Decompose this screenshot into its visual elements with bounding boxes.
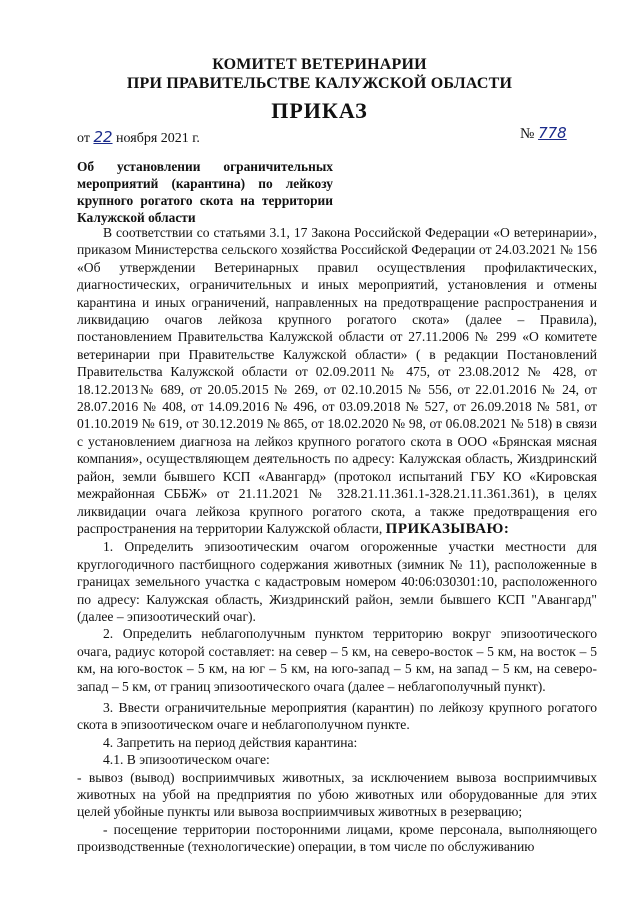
item-1: 1. Определить эпизоотическим очагом огороженные участки местности для круглогодичного пастбищного содержания животных (зимник № 11), расположенные в границах земельного участка с кадастровым номером 40:06:030301:10, расположенного по адресу: Калужская область, Жиздринский район, земли бывшего КСП "Авангард" (далее – эпизоотический очаг). bbox=[77, 539, 597, 624]
subject-line-3: крупного рогатого скота на территории bbox=[77, 193, 333, 208]
preamble-paragraph bbox=[77, 224, 597, 538]
order-number bbox=[520, 124, 567, 143]
subject-line-4: Калужской области bbox=[77, 210, 196, 225]
preamble-text: В соответствии со статьями 3.1, 17 Закона Российской Федерации «О ветеринарии», приказом Министерства сельского хозяйства Российской Федерации от 24.03.2021 № 156 «Об утверждении Ветеринарных правил осуществления профилактических, диагностических, ограничительных и иных мероприятий, установления и отмены карантина и иных ограничений, направленных на предотвращение распространения и ликвидацию очагов лейкоза крупного рогатого скота» (далее – Правила), постановлением Правительства Калужской области от 27.11.2006 № 299 «О комитете ветеринарии при Правительстве Калужской области» ( в редакции Постановлений Правительства Калужской области от 02.09.2011№ 475, от 23.08.2012 № 428, от 18.12.2013№ 689, от 20.05.2015 № 269, от 02.10.2015 № 556, от 22.01.2016 № 24, от 28.07.2016 № 408, от 14.09.2016 № 496, от 03.09.2018 № 527, от 26.09.2018 № 581, от 01.10.2019 № 619, от 30.12.2019 № 865, от 18.02.2020 № 98, от 06.08.2021 № 518) в связи с установлением диагноза на лейкоз крупного рогатого скота в ООО «Брянская мясная компания», осуществляющем деятельность по адресу: Калужская область, Жиздринский район, земли бывшего КСП «Авангард» (протокол испытаний ГБУ КО «Кировская межрайонная СББЖ» от 21.11.2021 № 328.21.11.361.1-328.21.11.361.361), в целях ликвидации очага лейкоза крупного рогатого скота, а также предотвращения его распространения на территории Калужской области, bbox=[77, 225, 597, 536]
document-title: ПРИКАЗ bbox=[271, 98, 368, 123]
item-3: 3. Ввести ограничительные мероприятия (карантин) по лейкозу крупного рогатого скота в эпизоотическом очаге и неблагополучном пункте. bbox=[77, 699, 597, 733]
number-label: № bbox=[520, 126, 535, 142]
committee-subtitle: ПРИ ПРАВИТЕЛЬСТВЕ КАЛУЖСКОЙ ОБЛАСТИ bbox=[126, 75, 513, 92]
item-2: 2. Определить неблагополучным пунктом территорию вокруг эпизоотического очага, радиус которой составляет: на север – 5 км, на северо-восток – 5 км, на восток – 5 км, на юго-восток – 5 км, на юг – 5 км, на юго-запад – 5 км, на запад – 5 км, на северо-запад – 5 км, от границ эпизоотического очага (далее – неблагополучный пункт). bbox=[77, 626, 597, 694]
item-4-1: 4.1. В эпизоотическом очаге: bbox=[103, 752, 270, 768]
date-day: 22 bbox=[93, 128, 113, 146]
order-subject bbox=[77, 158, 333, 226]
date-rest: ноября 2021 г. bbox=[116, 131, 200, 146]
committee-name: КОМИТЕТ ВЕТЕРИНАРИИ bbox=[212, 56, 427, 73]
subject-line-1: Об установлении ограничительных bbox=[77, 159, 333, 174]
bullet-1: - вывоз (вывод) восприимчивых животных, за исключением вывоза восприимчивых животных на убой на предприятия по убою животных или оборудованные для этих целей убойные пункты или вывоза восприимчивых животных в резервацию; bbox=[77, 769, 597, 820]
order-keyword: ПРИКАЗЫВАЮ: bbox=[385, 520, 510, 537]
number-value: 778 bbox=[538, 124, 567, 142]
item-4: 4. Запретить на период действия карантина: bbox=[103, 734, 358, 750]
date-prefix: от bbox=[77, 131, 90, 146]
subject-line-2: мероприятий (карантина) по лейкозу bbox=[77, 176, 333, 191]
bullet-2: - посещение территории посторонними лицами, кроме персонала, выполняющего производственные (технологические) операции, в том числе по обслуживанию bbox=[77, 821, 597, 855]
order-date bbox=[77, 128, 200, 147]
order-body bbox=[77, 224, 597, 856]
